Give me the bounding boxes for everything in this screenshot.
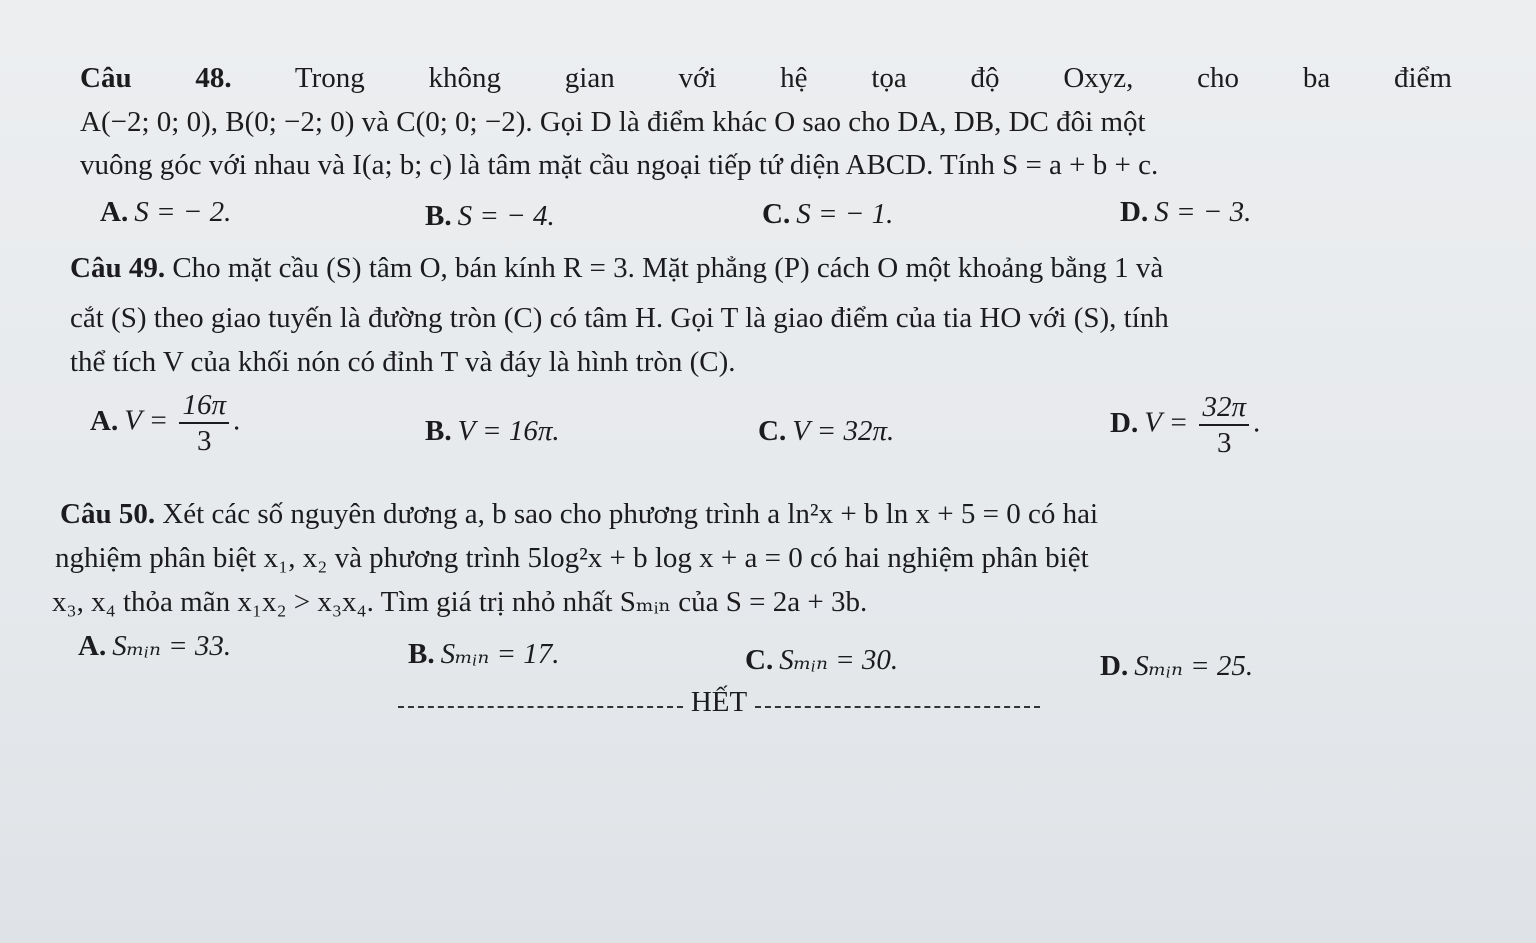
dashed-divider [755, 706, 1040, 708]
q48-line-3: vuông góc với nhau và I(a; b; c) là tâm mặt cầu ngoại tiếp tứ diện ABCD. Tính S = a + b + c. [80, 149, 1159, 181]
dashed-divider [398, 706, 683, 708]
q50-option-a[interactable]: A. Sₘᵢₙ = 33. [78, 630, 232, 662]
q48-option-d[interactable]: D. S = − 3. [1120, 196, 1252, 228]
q48-option-a[interactable]: A. S = − 2. [100, 196, 232, 228]
q49-option-d[interactable]: D. V = $\frac{32\pi}{3}$ . [1110, 391, 1261, 459]
q48-line-1: Câu 48. Trong không gian với hệ tọa độ Oxyz, cho ba điểm [80, 62, 1452, 94]
fraction: $\frac{16\pi}{3}$ [179, 388, 229, 458]
q48-title: Câu 48. [80, 62, 232, 94]
q50-option-c[interactable]: C. Sₘᵢₙ = 30. [745, 644, 899, 676]
q48-line-2: A(−2; 0; 0), B(0; −2; 0) và C(0; 0; −2). Gọi D là điểm khác O sao cho DA, DB, DC đôi một [80, 106, 1146, 138]
end-label: HẾT [690, 686, 748, 718]
q48-option-b[interactable]: B. S = − 4. [425, 200, 555, 232]
end-marker [398, 686, 1040, 719]
q50-line-2: nghiệm phân biệt x₁, x₂ và phương trình 5log²x + b log x + a = 0 có hai nghiệm phân biệt [55, 542, 1089, 574]
q49-option-b[interactable]: B. V = 16π. [425, 415, 560, 447]
q50-title: Câu 50. [60, 498, 156, 530]
q50-line-1: Câu 50. Xét các số nguyên dương a, b sao cho phương trình a ln²x + b ln x + 5 = 0 có hai [60, 498, 1099, 530]
q50-option-d[interactable]: D. Sₘᵢₙ = 25. [1100, 650, 1254, 682]
q49-line-3: thể tích V của khối nón có đỉnh T và đáy là hình tròn (C). [70, 346, 736, 378]
q50-option-b[interactable]: B. Sₘᵢₙ = 17. [408, 638, 560, 670]
q49-title: Câu 49. [70, 252, 166, 284]
q49-line-2: cắt (S) theo giao tuyến là đường tròn (C) có tâm H. Gọi T là giao điểm của tia HO với (S), tính [70, 302, 1169, 334]
q49-option-c[interactable]: C. V = 32π. [758, 415, 895, 447]
q48-option-c[interactable]: C. S = − 1. [762, 198, 894, 230]
q49-option-a[interactable]: A. V = $\frac{16\pi}{3}$ . [90, 389, 241, 457]
q50-line-3: x₃, x₄ thỏa mãn x₁x₂ > x₃x₄. Tìm giá trị nhỏ nhất Sₘᵢₙ của S = 2a + 3b. [52, 586, 868, 618]
q49-line-1: Câu 49. Cho mặt cầu (S) tâm O, bán kính R = 3. Mặt phẳng (P) cách O một khoảng bằng 1 và [70, 252, 1164, 284]
fraction: $\frac{32\pi}{3}$ [1199, 390, 1249, 460]
